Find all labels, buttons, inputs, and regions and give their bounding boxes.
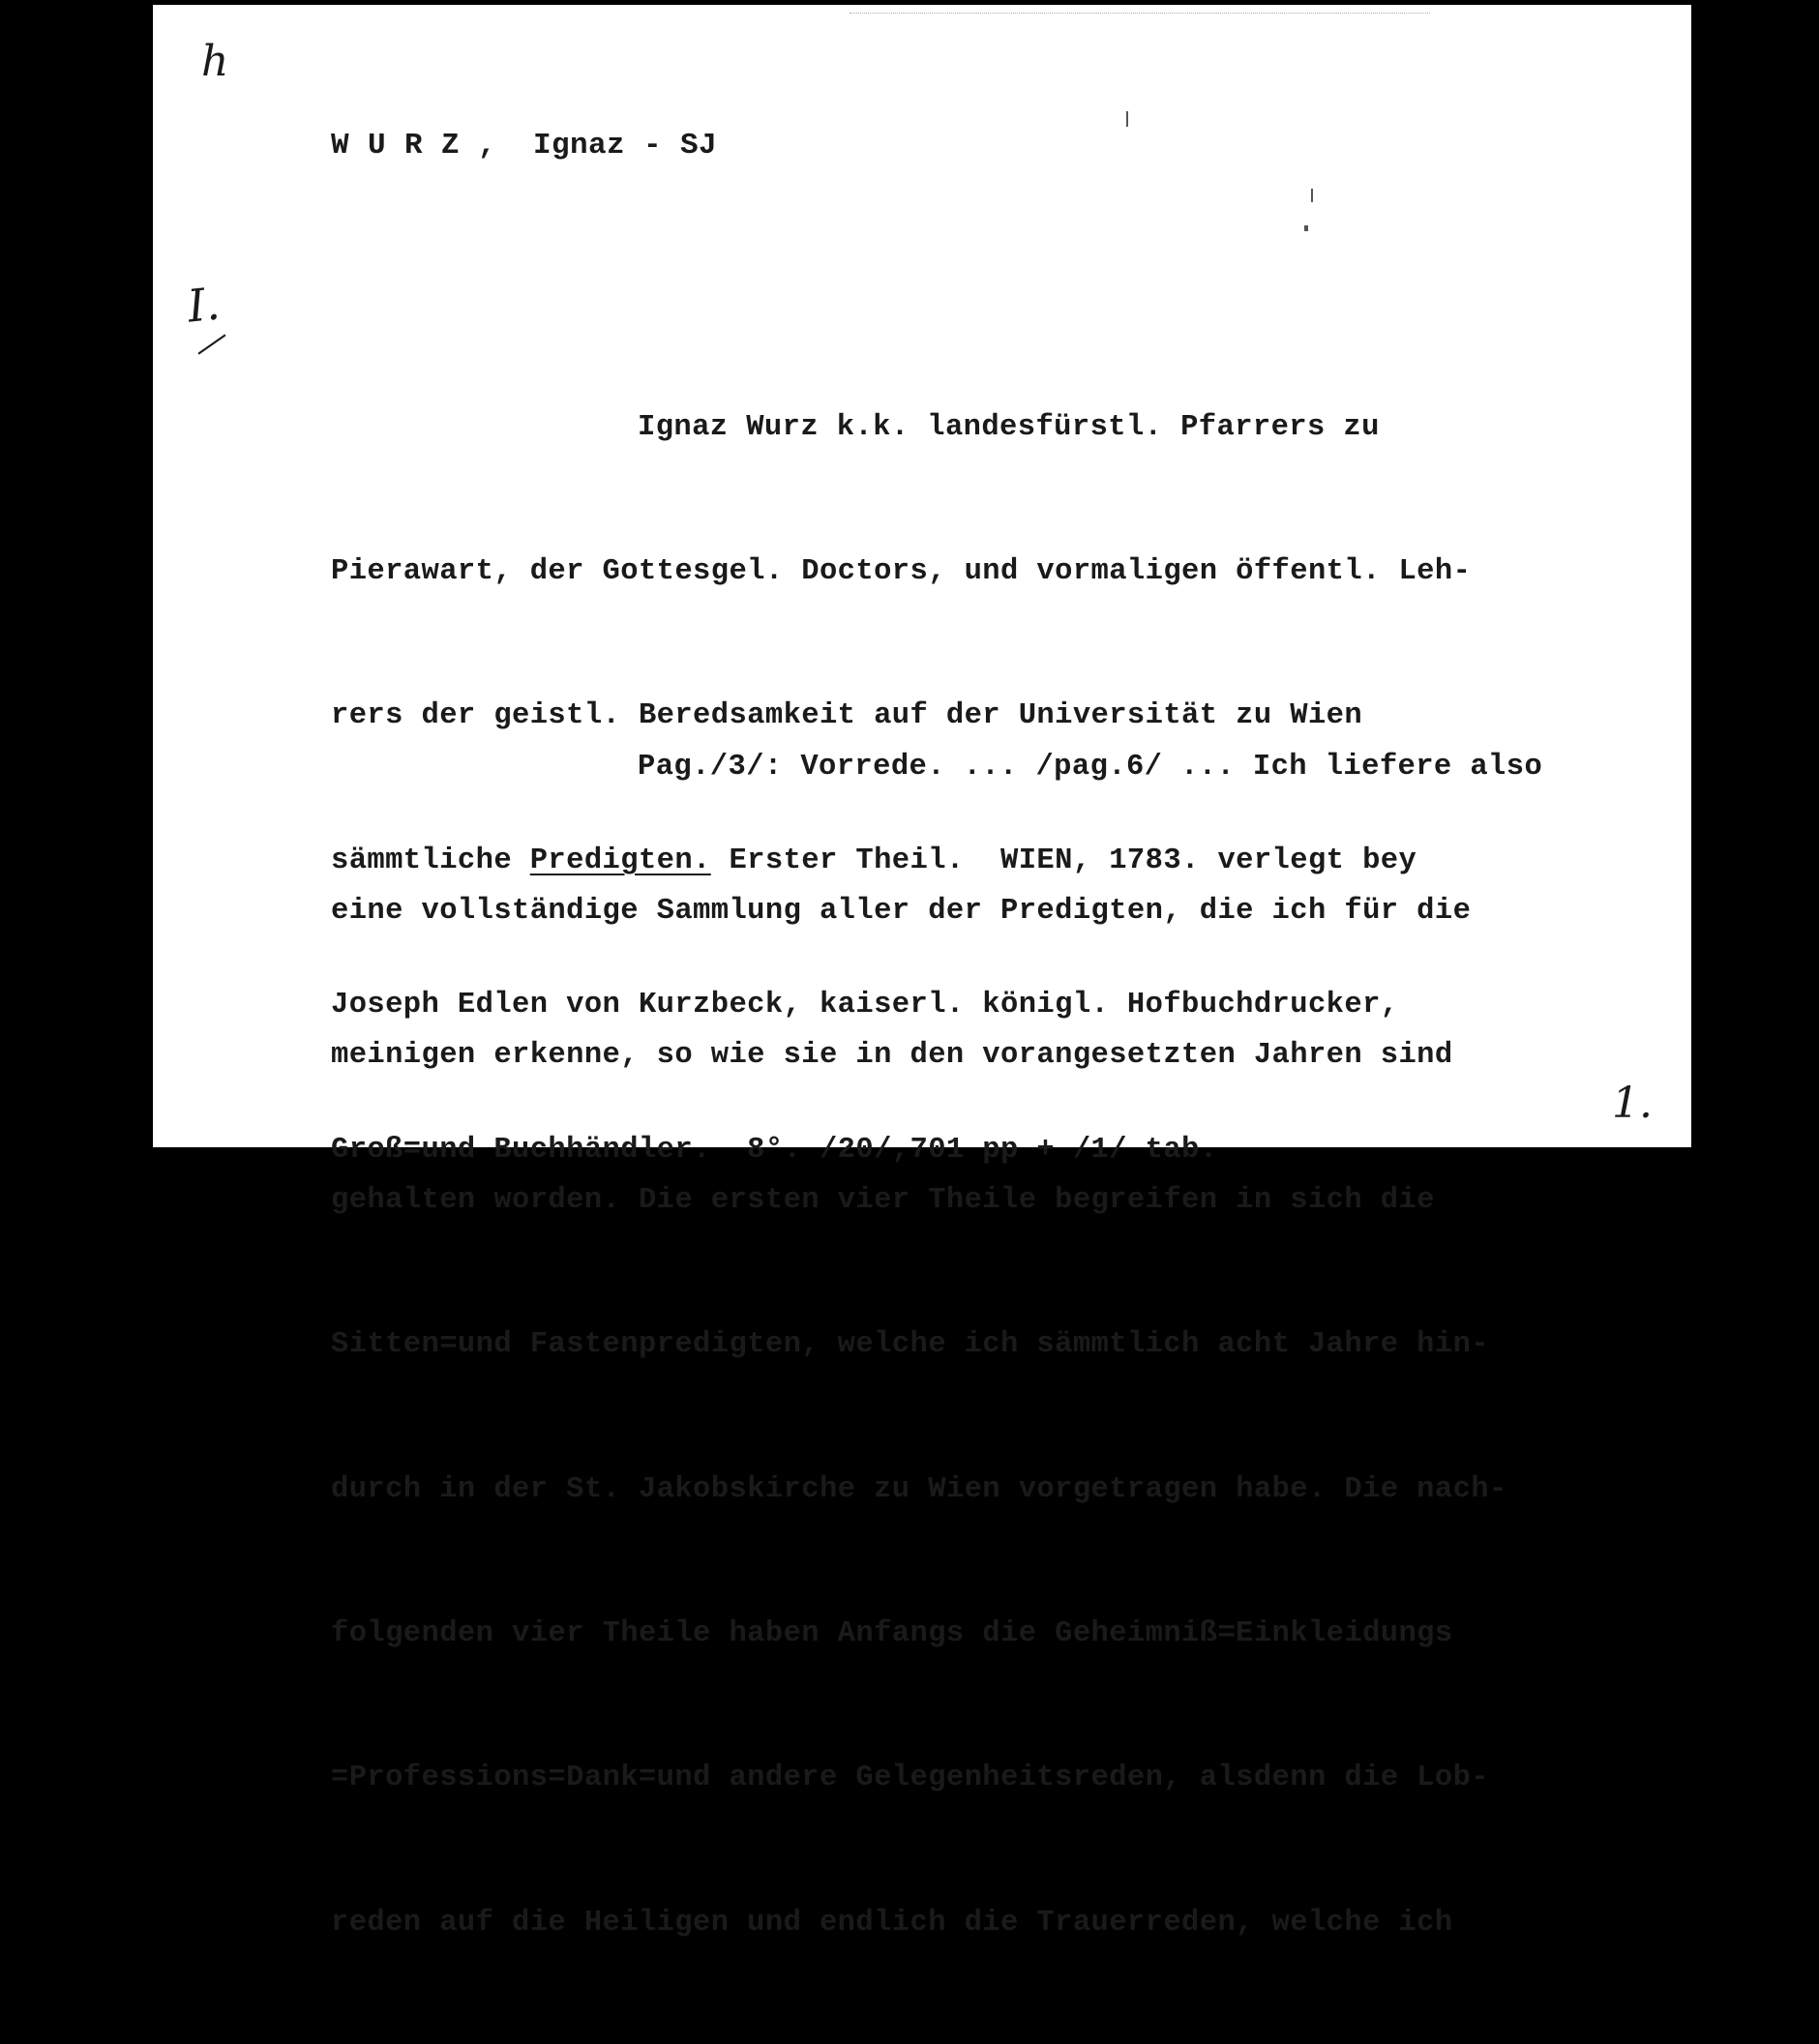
text-line: Ignaz Wurz k.k. landesfürstl. Pfarrers zu: [638, 410, 1380, 444]
text-line: Joseph Edlen von Kurzbeck, kaiserl. königl. Hofbuchdrucker,: [331, 989, 1399, 1022]
document-page: [153, 5, 1691, 1940]
text-line: Pag./3/: Vorrede. ... /pag.6/ ... Ich liefere also: [638, 750, 1543, 784]
underlined-title-word: Predigten.: [529, 844, 711, 877]
text-line: =Professions=Dank=und andere Gelegenheitsreden, alsdenn die Lob-: [331, 1762, 1489, 1795]
scan-speck: [1311, 189, 1313, 202]
text-line: Groß=und Buchhändler. 8°. /20/,701 pp + /1/ tab.: [331, 1133, 1218, 1167]
text-line: gehalten worden. Die ersten vier Theile begreifen in sich die: [331, 1183, 1435, 1217]
handwritten-mark-left: I.: [185, 277, 223, 333]
text-line: reden auf die Heiligen und endlich die Trauerreden, welche ich: [331, 1906, 1453, 1940]
text-segment: Erster Theil. WIEN, 1783. verlegt bey: [710, 844, 1417, 877]
scan-speck: [1304, 225, 1308, 231]
handwritten-mark-top: h: [201, 37, 229, 86]
text-line: eine vollständige Sammlung aller der Predigten, die ich für die: [331, 894, 1472, 928]
document-heading: W U R Z , Ignaz - SJ: [331, 129, 718, 163]
text-line: folgenden vier Theile haben Anfangs die Geheimniß=Einkleidungs: [331, 1616, 1453, 1650]
text-segment: sämmtliche: [331, 844, 530, 877]
text-line: durch in der St. Jakobskirche zu Wien vorgetragen habe. Die nach-: [331, 1472, 1507, 1506]
handwritten-page-number: 1.: [1612, 1079, 1653, 1128]
quotation-paragraph: [331, 647, 1542, 2044]
scan-speck: [1126, 111, 1128, 127]
text-line: rers der geistl. Beredsamkeit auf der Universität zu Wien: [331, 699, 1363, 733]
text-line: Sitten=und Fastenpredigten, welche ich sämmtlich acht Jahre hin-: [331, 1328, 1489, 1362]
text-line: Pierawart, der Gottesgel. Doctors, und vormaligen öffentl. Leh-: [331, 554, 1472, 588]
handwritten-slash: [198, 334, 226, 354]
text-line: meinigen erkenne, so wie sie in den vorangesetzten Jahren sind: [331, 1039, 1453, 1073]
scan-specks: [850, 13, 1430, 23]
